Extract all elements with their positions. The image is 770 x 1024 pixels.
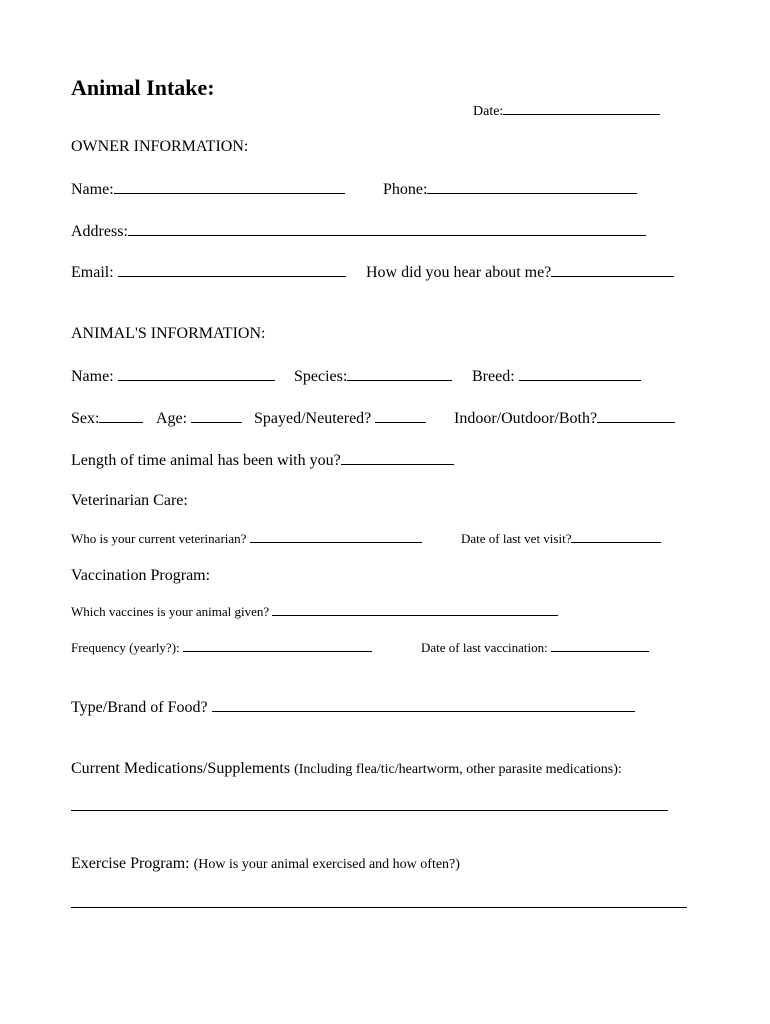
owner-address-row — [71, 223, 646, 240]
age-field[interactable] — [191, 410, 242, 423]
species-row — [294, 368, 452, 385]
date-row — [473, 102, 660, 119]
animal-heading: ANIMAL'S INFORMATION: — [71, 325, 266, 342]
last-vaccination-field[interactable] — [551, 641, 649, 652]
medications-note: (Including flea/tic/heartworm, other parasite medications): — [294, 762, 622, 777]
last-visit-field[interactable] — [571, 532, 661, 543]
medications-row — [71, 761, 622, 777]
exercise-label: Exercise Program: — [71, 855, 190, 872]
animal-name-field[interactable] — [118, 368, 275, 381]
owner-name-row — [71, 181, 345, 198]
length-label: Length of time animal has been with you? — [71, 452, 341, 469]
owner-heading: OWNER INFORMATION: — [71, 138, 249, 155]
animal-name-row — [71, 368, 275, 385]
referral-field[interactable] — [551, 264, 674, 277]
last-visit-row — [461, 532, 661, 545]
owner-phone-row — [383, 181, 637, 198]
breed-row — [472, 368, 641, 385]
owner-email-label: Email: — [71, 264, 114, 281]
length-field[interactable] — [341, 452, 454, 465]
exercise-row — [71, 856, 460, 872]
current-vet-field[interactable] — [250, 532, 422, 543]
date-label: Date: — [473, 104, 504, 119]
owner-name-label: Name: — [71, 181, 114, 198]
last-visit-label: Date of last vet visit? — [461, 531, 572, 546]
sex-row — [71, 410, 143, 427]
breed-field[interactable] — [519, 368, 641, 381]
medications-label: Current Medications/Supplements — [71, 760, 291, 777]
species-label: Species: — [294, 368, 348, 385]
spayed-row — [254, 410, 426, 427]
frequency-field[interactable] — [183, 641, 372, 652]
owner-email-field[interactable] — [118, 264, 346, 277]
last-vaccination-label: Date of last vaccination: — [421, 640, 548, 655]
referral-label: How did you hear about me? — [366, 264, 552, 281]
food-field[interactable] — [212, 699, 635, 712]
breed-label: Breed: — [472, 368, 515, 385]
owner-address-field[interactable] — [128, 223, 646, 236]
owner-phone-label: Phone: — [383, 181, 428, 198]
sex-field[interactable] — [99, 410, 143, 423]
exercise-note: (How is your animal exercised and how often?) — [193, 857, 460, 872]
medications-field[interactable] — [71, 810, 668, 811]
indoor-row — [454, 410, 675, 427]
food-label: Type/Brand of Food? — [71, 699, 208, 716]
referral-row — [366, 264, 674, 281]
frequency-row — [71, 641, 372, 654]
current-vet-row — [71, 532, 422, 545]
date-field[interactable] — [503, 102, 660, 115]
sex-label: Sex: — [71, 410, 100, 427]
frequency-label: Frequency (yearly?): — [71, 640, 180, 655]
animal-name-label: Name: — [71, 368, 114, 385]
vaccines-field[interactable] — [272, 605, 558, 616]
owner-email-row — [71, 264, 346, 281]
owner-address-label: Address: — [71, 223, 128, 240]
age-row — [156, 410, 242, 427]
spayed-field[interactable] — [375, 410, 426, 423]
current-vet-label: Who is your current veterinarian? — [71, 531, 247, 546]
exercise-field[interactable] — [71, 907, 687, 908]
vaccines-label: Which vaccines is your animal given? — [71, 604, 270, 619]
age-label: Age: — [156, 410, 188, 427]
owner-name-field[interactable] — [114, 181, 345, 194]
vet-heading: Veterinarian Care: — [71, 492, 188, 509]
indoor-field[interactable] — [597, 410, 675, 423]
last-vaccination-row — [421, 641, 649, 654]
owner-phone-field[interactable] — [427, 181, 637, 194]
food-row — [71, 699, 635, 716]
spayed-label: Spayed/Neutered? — [254, 410, 372, 427]
length-row — [71, 452, 454, 469]
form-title: Animal Intake: — [71, 75, 215, 100]
indoor-label: Indoor/Outdoor/Both? — [454, 410, 598, 427]
species-field[interactable] — [347, 368, 452, 381]
vaccines-row — [71, 605, 558, 618]
vaccination-heading: Vaccination Program: — [71, 567, 211, 584]
